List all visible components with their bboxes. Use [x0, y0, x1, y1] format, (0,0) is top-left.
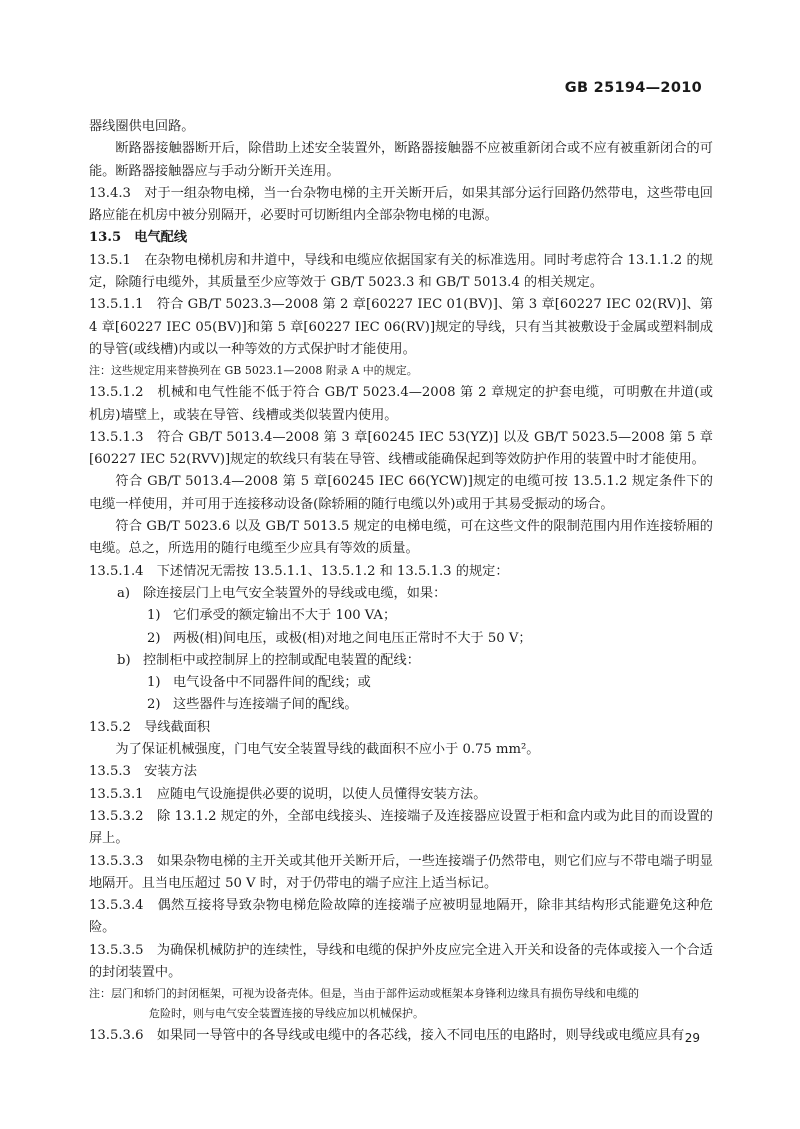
clause-13-5-1: 13.5.1 在杂物电梯机房和井道中，导线和电缆应依据国家有关的标准选用。同时考虑符合 13.1.1.2 的规定，除随行电缆外，其质量至少应等效于 GB/T 5023.3 和 GB/T 5013.4 的相关规定。 — [89, 252, 713, 291]
list-item — [89, 583, 713, 605]
standard-number: GB 25194—2010 — [564, 80, 702, 96]
list-text: 它们承受的额定输出不大于 100 VA； — [173, 608, 397, 624]
list-marker: 2) — [147, 697, 161, 713]
list-text: 两极(相)间电压，或极(相)对地之间电压正常时不大于 50 V； — [173, 630, 532, 646]
paragraph: 符合 GB/T 5013.4—2008 第 5 章[60245 IEC 66(YCW)]规定的电缆可按 13.5.1.2 规定条件下的电缆一样使用，并可用于连接移动设备(除轿厢的随行电缆以外)或用于其易受振动的场合。 — [89, 474, 713, 512]
list-marker: 1) — [147, 675, 161, 691]
clause-13-5-3-6: 13.5.3.6 如果同一导管中的各导线或电缆中的各芯线，接入不同电压的电路时，则导线或电缆应具有 — [89, 1028, 685, 1044]
clause-13-5-3-4: 13.5.3.4 偶然互接将导致杂物电梯危险故障的连接端子应被明显地隔开，除非其结构形式能避免这种危险。 — [89, 898, 713, 936]
list-marker: 2) — [147, 630, 161, 646]
list-text: 这些器件与连接端子间的配线。 — [173, 697, 358, 713]
list-item — [89, 650, 713, 672]
note: 注：层门和轿门的封闭框架，可视为设备壳体。但是，当由于部件运动或框架本身锋利边缘具有损伤导线和电缆的 — [89, 987, 639, 1001]
clause-13-5-3: 13.5.3 安装方法 — [89, 764, 197, 780]
paragraph: 断路器接触器断开后，除借助上述安全装置外，断路器接触器不应被重新闭合或不应有被重新闭合的可能。断路器接触器应与手动分断开关连用。 — [89, 141, 713, 179]
clause-13-5-3-5: 13.5.3.5 为确保机械防护的连续性，导线和电缆的保护外皮应完全进入开关和设备的壳体或接入一个合适的封闭装置中。 — [89, 942, 713, 980]
list-item — [89, 605, 713, 627]
list-item — [89, 694, 713, 716]
list-marker: 1) — [147, 608, 161, 624]
section-heading-13-5: 13.5 电气配线 — [89, 230, 188, 246]
list-marker: a) — [117, 585, 131, 601]
document-body — [89, 116, 713, 1048]
page-number: 29 — [684, 1031, 700, 1045]
list-text: 除连接层门上电气安全装置外的导线或电缆，如果： — [143, 585, 447, 601]
clause-13-4-3: 13.4.3 对于一组杂物电梯，当一台杂物电梯的主开关断开后，如果其部分运行回路仍然带电，这些带电回路应能在机房中被分别隔开，必要时可切断组内全部杂物电梯的电源。 — [89, 185, 713, 224]
note: 注：这些规定用来替换列在 GB 5023.1—2008 附录 A 中的规定。 — [89, 364, 418, 378]
paragraph: 器线圈供电回路。 — [89, 119, 195, 134]
list-item — [89, 628, 713, 650]
clause-13-5-1-2: 13.5.1.2 机械和电气性能不低于符合 GB/T 5023.4—2008 第 2 章规定的护套电缆，可明敷在井道(或机房)墙壁上，或装在导管、线槽或类似装置内使用。 — [89, 385, 713, 423]
list-text: 电气设备中不同器件间的配线；或 — [173, 675, 371, 691]
paragraph: 为了保证机械强度，门电气安全装置导线的截面积不应小于 0.75 mm²。 — [115, 742, 540, 758]
clause-13-5-2: 13.5.2 导线截面积 — [89, 719, 211, 735]
list-text: 控制柜中或控制屏上的控制或配电装置的配线： — [143, 652, 420, 668]
clause-13-5-3-2: 13.5.3.2 除 13.1.2 规定的外，全部电线接头、连接端子及连接器应设置于柜和盒内或为此目的而设置的屏上。 — [89, 808, 713, 847]
clause-13-5-1-3: 13.5.1.3 符合 GB/T 5013.4—2008 第 3 章[60245 IEC 53(YZ)] 以及 GB/T 5023.5—2008 第 5 章[60227 IEC 52(RVV)]规定的软线只有装在导管、线槽或能确保起到等效防护作用的装置中时才能使用。 — [89, 429, 713, 468]
clause-13-5-1-4: 13.5.1.4 下述情况无需按 13.5.1.1、13.5.1.2 和 13.5.1.3 的规定： — [89, 563, 509, 579]
clause-13-5-3-3: 13.5.3.3 如果杂物电梯的主开关或其他开关断开后，一些连接端子仍然带电，则它们应与不带电端子明显地隔开。且当电压超过 50 V 时，对于仍带电的端子应注上适当标记。 — [89, 853, 713, 891]
clause-13-5-1-1: 13.5.1.1 符合 GB/T 5023.3—2008 第 2 章[60227 IEC 01(BV)]、第 3 章[60227 IEC 02(RV)]、第 4 章[60227 IEC 05(BV)]和第 5 章[60227 IEC 06(RV)]规定的导线，只有当其被敷设于金属或塑料制成的导管(或线槽)内或以一种等效的方式保护时才能使用。 — [89, 297, 713, 357]
paragraph: 符合 GB/T 5023.6 以及 GB/T 5013.5 规定的电梯电缆，可在这些文件的限制范围内用作连接轿厢的电缆。总之，所选用的随行电缆至少应具有等效的质量。 — [89, 519, 713, 557]
note-continuation: 危险时，则与电气安全装置连接的导线应加以机械保护。 — [149, 1007, 424, 1021]
list-item — [89, 672, 713, 694]
list-marker: b) — [117, 652, 131, 668]
clause-13-5-3-1: 13.5.3.1 应随电气设施提供必要的说明，以使人员懂得安装方法。 — [89, 786, 487, 802]
